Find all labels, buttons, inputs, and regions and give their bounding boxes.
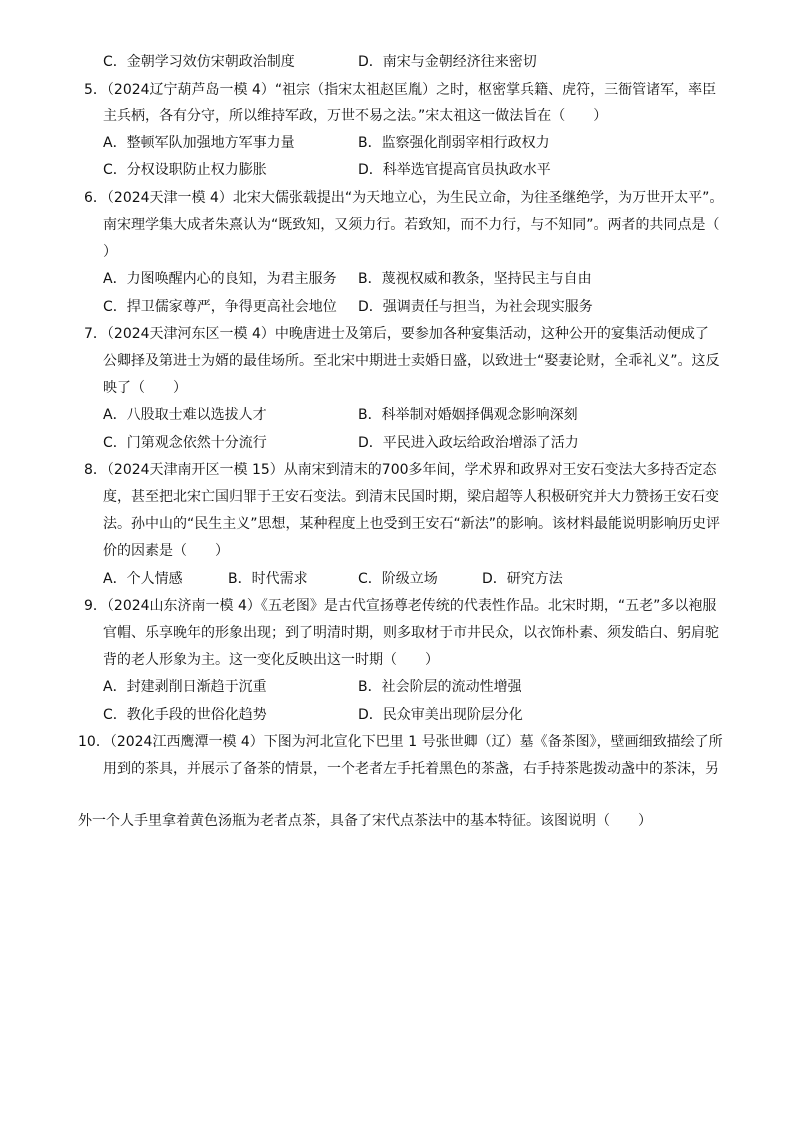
q10-stem-line: 外一个人手里拿着黄色汤瓶为老者点茶，具备了宋代点茶法中的基本特征。该图说明（ ）: [78, 813, 652, 829]
q10-stem-line: 10．（2024江西鹰潭一模 4）下图为河北宣化下巴里 1 号张世卿（辽）墓《备茶图》，壁画细致描绘了所: [78, 734, 723, 750]
q8-option-d: D．研究方法: [482, 571, 563, 587]
q7-stem-line: 7．（2024天津河东区一模 4）中晚唐进士及第后，要参加各种宴集活动，这种公开的宴集活动便成了: [84, 326, 709, 342]
q9-option-d: D．民众审美出现阶层分化: [358, 707, 523, 723]
q8-option-c: C．阶级立场: [358, 571, 438, 587]
q5-option-a: A．整顿军队加强地方军事力量: [103, 135, 295, 151]
q10-stem-line: 用到的茶具，并展示了备茶的情景，一个老者左手托着黑色的茶盏，右手持茶匙拨动盏中的茶沫，另: [103, 761, 719, 777]
q9-stem-line: 背的老人形象为主。这一变化反映出这一时期（ ）: [103, 652, 439, 668]
q9-option-a: A．封建剥削日渐趋于沉重: [103, 679, 267, 695]
q8-stem-line: 度，甚至把北宋亡国归罪于王安石变法。到清末民国时期，梁启超等人积极研究并大力赞扬王安石变: [103, 489, 719, 505]
q5-stem-line: 主兵柄，各有分守，所以维持军政，万世不易之法。”宋太祖这一做法旨在（ ）: [103, 108, 608, 124]
q7-option-d: D．平民进入政坛给政治增添了活力: [358, 435, 579, 451]
q5-option-c: C．分权设职防止权力膨胀: [103, 162, 267, 178]
q7-option-c: C．门第观念依然十分流行: [103, 435, 267, 451]
q9-stem-line: 9．（2024山东济南一模 4）《五老图》是古代宣扬尊老传统的代表性作品。北宋时期，“五老”多以袍服: [84, 598, 717, 614]
q4-option-c: C．金朝学习效仿宋朝政治制度: [103, 54, 295, 70]
q6-option-b: B．蔑视权威和教条，坚持民主与自由: [358, 271, 592, 287]
q8-option-a: A．个人情感: [103, 571, 183, 587]
q7-option-b: B．科举制对婚姻择偶观念影响深刻: [358, 407, 578, 423]
q8-stem-line: 法。孙中山的“民生主义”思想，某种程度上也受到王安石“新法”的影响。该材料最能说明影响历史评: [103, 516, 721, 532]
q9-stem-line: 官帽、乐享晚年的形象出现；到了明清时期，则多取材于市井民众，以衣饰朴素、须发皓白、躬肩驼: [103, 625, 719, 641]
q6-stem-line: 南宋理学集大成者朱熹认为“既致知，又须力行。若致知，而不力行，与不知同”。两者的共同点是（: [103, 217, 720, 233]
q6-stem-line: 6．（2024天津一模 4）北宋大儒张载提出“为天地立心，为生民立命，为往圣继绝学，为万世开太平”。: [84, 190, 724, 206]
q7-option-a: A．八股取士难以选拔人才: [103, 407, 267, 423]
q6-option-c: C．捍卫儒家尊严，争得更高社会地位: [103, 299, 337, 315]
q8-stem-line: 价的因素是（ ）: [103, 543, 229, 559]
q4-option-d: D．南宋与金朝经济往来密切: [358, 54, 537, 70]
q9-option-c: C．教化手段的世俗化趋势: [103, 707, 267, 723]
q8-stem-line: 8．（2024天津南开区一模 15）从南宋到清末的700多年间，学术界和政界对王安石变法大多持否定态: [84, 462, 717, 478]
q8-option-b: B．时代需求: [228, 571, 308, 587]
q5-option-b: B．监察强化削弱宰相行政权力: [358, 135, 550, 151]
q6-option-d: D．强调责任与担当，为社会现实服务: [358, 299, 593, 315]
q7-stem-line: 公卿择及第进士为婿的最佳场所。至北宋中期进士卖婚日盛，以致进士“娶妻论财，全乖礼义”。这反: [103, 353, 720, 369]
q7-stem-line: 映了（ ）: [103, 380, 187, 396]
q5-stem-line: 5．（2024辽宁葫芦岛一模 4）“祖宗（指宋太祖赵匡胤）之时，枢密掌兵籍、虎符，三衙管诸军，率臣: [84, 82, 717, 98]
q6-option-a: A．力图唤醒内心的良知，为君主服务: [103, 271, 337, 287]
q9-option-b: B．社会阶层的流动性增强: [358, 679, 522, 695]
q5-option-d: D．科举选官提高官员执政水平: [358, 162, 551, 178]
q6-stem-line: ）: [103, 244, 117, 260]
